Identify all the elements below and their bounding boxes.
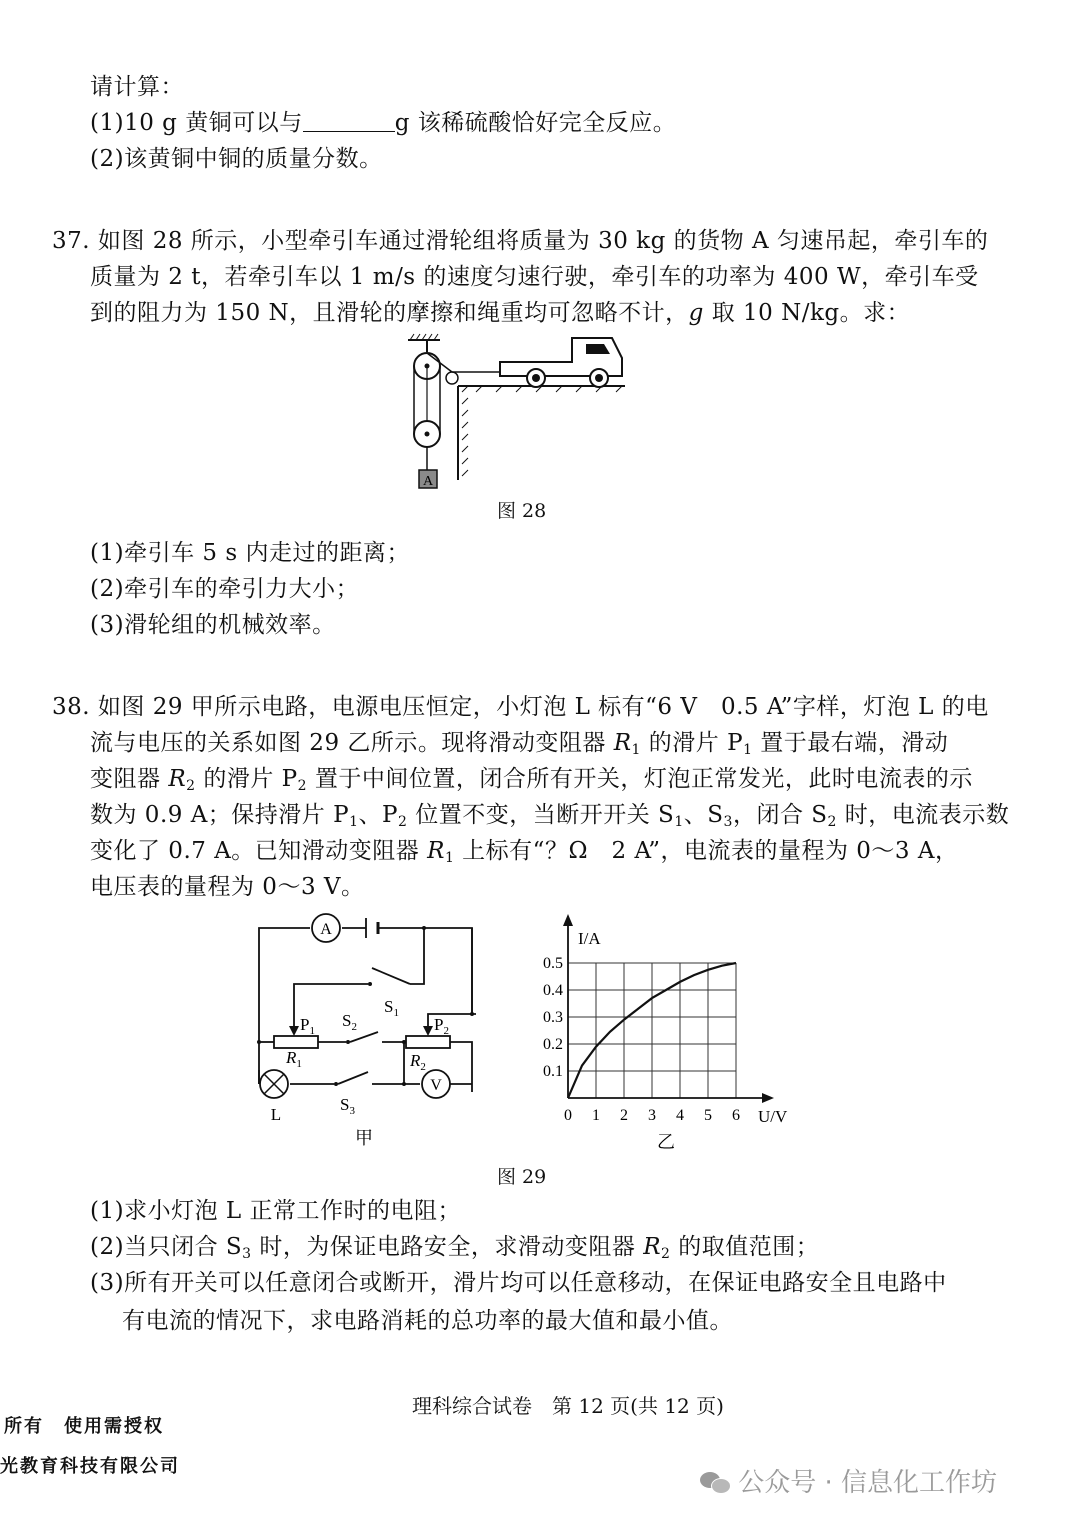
q38-text: 上标有“？Ω 2 A”，电流表的量程为 0～3 A， — [454, 838, 959, 864]
subscript: 1 — [631, 742, 641, 758]
q37-line3-pre: 到的阻力为 150 N，且滑轮的摩擦和绳重均可忽略不计， — [90, 300, 689, 326]
x-tick-label: 0 — [564, 1107, 572, 1124]
x-axis-arrow — [762, 1093, 774, 1103]
subscript: 3 — [723, 814, 733, 830]
s2-label: $S_2$ — [342, 1011, 357, 1033]
subscript: 2 — [297, 778, 308, 794]
q36-sub2: (2)该黄铜中铜的质量分数。 — [90, 146, 383, 172]
q38-text: 时，电流表示数 — [836, 802, 1010, 828]
q38-text: (2)当只闭合 S — [90, 1234, 243, 1260]
q37-line2: 质量为 2 t，若牵引车以 1 m/s 的速度匀速行驶，牵引车的功率为 400 W，牵引车受 — [90, 264, 979, 290]
y-tick-label: 0.5 — [543, 955, 563, 972]
q38-line6: 电压表的量程为 0～3 V。 — [90, 874, 365, 900]
r-symbol: R — [427, 838, 445, 864]
circuit-sublabel: 甲 — [355, 1128, 373, 1148]
lamp-label: L — [270, 1105, 282, 1124]
p2-label: $P_2$ — [434, 1015, 449, 1037]
subscript: 2 — [186, 778, 196, 794]
q38-text: 变阻器 — [90, 766, 169, 792]
q38-sub1: (1)求小灯泡 L 正常工作时的电阻； — [90, 1198, 461, 1224]
r-symbol: R — [643, 1234, 662, 1260]
q37-line1: 37. 如图 28 所示，小型牵引车通过滑轮组将质量为 30 kg 的货物 A 匀速吊起，牵引车的 — [52, 228, 989, 254]
q38-text: 的滑片 P — [640, 730, 744, 756]
watermark-text: 公众号 · 信息化工作坊 — [738, 1468, 998, 1498]
q37-line3-post: 取 10 N/kg。求： — [703, 300, 911, 326]
copyright-stamp-line2: 光教育科技有限公司 — [0, 1456, 180, 1477]
q38-text: 数为 0.9 A；保持滑片 P — [90, 802, 350, 828]
y-axis-arrow — [563, 914, 573, 926]
r1-label: $R_1$ — [286, 1048, 302, 1070]
q37-sub1: (1)牵引车 5 s 内走过的距离； — [90, 540, 410, 566]
q38-text: 置于最右端，滑动 — [752, 730, 949, 756]
q36-sub1-post: g 该稀硫酸恰好完全反应。 — [394, 110, 677, 136]
r2-label: $R_2$ — [410, 1051, 426, 1073]
subscript: 2 — [398, 814, 408, 830]
y-axis-label: I/A — [578, 929, 601, 948]
copyright-stamp-line1: 所有 使用需授权 — [4, 1416, 164, 1437]
q38-line3 — [90, 764, 973, 801]
figure-28-caption: 图 28 — [497, 500, 547, 522]
q38-text: 位置不变，当断开开关 S — [407, 802, 675, 828]
q38-line5 — [90, 836, 958, 873]
wechat-icon — [700, 1470, 730, 1494]
subscript: 1 — [674, 814, 684, 830]
ammeter-label: A — [320, 921, 332, 938]
subscript: 2 — [827, 814, 837, 830]
subscript: 3 — [242, 1246, 252, 1262]
subscript: 1 — [349, 814, 359, 830]
voltmeter-label: V — [430, 1077, 442, 1094]
r-symbol: R — [613, 730, 632, 756]
q38-sub2 — [90, 1232, 819, 1269]
q36-sub1 — [90, 108, 676, 138]
q38-sub3-line1: (3)所有开关可以任意闭合或断开，滑片均可以任意移动，在保证电路安全且电路中 — [90, 1270, 947, 1296]
q38-text: ，闭合 S — [732, 802, 828, 828]
wechat-watermark — [700, 1462, 997, 1499]
q37-line3 — [90, 298, 910, 328]
answer-blank — [303, 109, 395, 132]
load-a-label: A — [422, 474, 434, 489]
subscript: 1 — [444, 850, 455, 866]
gravity-symbol: g — [688, 300, 704, 326]
figure-29-iu-graph — [530, 912, 800, 1152]
q38-text: 的滑片 P — [195, 766, 298, 792]
x-tick-label: 3 — [648, 1107, 656, 1124]
page-footer: 理科综合试卷 第 12 页(共 12 页) — [412, 1394, 724, 1418]
x-tick-label: 6 — [732, 1107, 740, 1124]
q38-sub3-line2: 有电流的情况下，求电路消耗的总功率的最大值和最小值。 — [122, 1308, 733, 1334]
q36-sub1-pre: (1)10 g 黄铜可以与 — [90, 110, 303, 136]
y-tick-label: 0.1 — [543, 1063, 563, 1080]
q38-text: 置于中间位置，闭合所有开关，灯泡正常发光，此时电流表的示 — [307, 766, 973, 792]
q38-line2 — [90, 728, 948, 765]
y-tick-label: 0.2 — [543, 1036, 563, 1053]
q37-sub2: (2)牵引车的牵引力大小； — [90, 576, 360, 602]
x-axis-label: U/V — [758, 1107, 788, 1126]
figure-28-pulley-truck — [400, 332, 640, 494]
q38-text: 流与电压的关系如图 29 乙所示。现将滑动变阻器 — [90, 730, 614, 756]
r-symbol: R — [168, 766, 187, 792]
x-tick-label: 1 — [592, 1107, 600, 1124]
x-tick-label: 5 — [704, 1107, 712, 1124]
y-tick-label: 0.3 — [543, 1009, 563, 1026]
subscript: 2 — [661, 1246, 671, 1262]
q38-line4 — [90, 800, 1009, 837]
graph-sublabel: 乙 — [657, 1132, 675, 1152]
subscript: 1 — [743, 742, 753, 758]
figure-29-caption: 图 29 — [497, 1166, 547, 1188]
q38-text: 变化了 0.7 A。已知滑动变阻器 — [90, 838, 428, 864]
q36-intro: 请计算： — [90, 74, 184, 100]
q38-text: 、S — [683, 802, 724, 828]
q38-line1: 38. 如图 29 甲所示电路，电源电压恒定，小灯泡 L 标有“6 V 0.5 A”字样，灯泡 L 的电 — [52, 694, 989, 720]
q37-sub3: (3)滑轮组的机械效率。 — [90, 612, 336, 638]
s3-label: $S_3$ — [340, 1095, 355, 1117]
s1-label: $S_1$ — [384, 997, 399, 1019]
p1-label: $P_1$ — [300, 1015, 315, 1037]
y-tick-label: 0.4 — [543, 982, 563, 999]
q38-text: 时，为保证电路安全，求滑动变阻器 — [251, 1234, 644, 1260]
x-tick-label: 4 — [676, 1107, 684, 1124]
q38-text: 、P — [358, 802, 399, 828]
figure-29-circuit — [244, 908, 494, 1153]
q38-text: 的取值范围； — [670, 1234, 820, 1260]
x-tick-label: 2 — [620, 1107, 628, 1124]
